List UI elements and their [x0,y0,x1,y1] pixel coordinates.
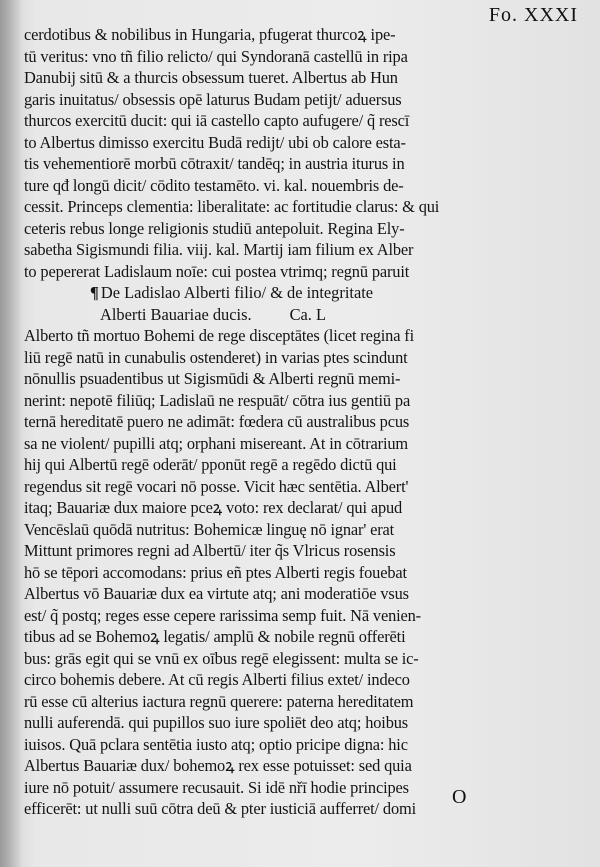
text-line: ceteris rebus longe religionis studiū antepoluit. Regina Ely- [24,218,405,238]
text-line: hij qui Albertū regē oderāt/ pponūt regē a regēdo dictū qui [24,455,397,474]
text-block [24,24,508,820]
text-line: cerdotibus & nobilibus in Hungaria, pfugerat thurcoꝝ ipe- [24,25,396,44]
text-line: Alberto tñ mortuo Bohemi de rege disceptātes (licet regina fi [24,326,415,345]
text-line: circo bohemis debere. At cū regis Alberti filius extet/ indeco [24,670,410,689]
text-line: cessit. Princeps clementia: liberalitate: ac fortitudie clarus: & qui [24,197,440,216]
text-line: sa ne violent/ pupilli atq; orphani misereant. At in cōtrarium [24,433,408,453]
text-line: tibus ad se Bohemoꝝ legatis/ amplū & nobile regnū offerēti [24,627,406,646]
text-line: nulli auferendā. qui pupillos suo iure spoliēt deo atq; hoibus [24,713,409,732]
text-line: iuisos. Quā pclara sentētia iusto atq; optio pricipe digna: hic [24,734,408,754]
text-line: ture qđ longū dicit/ cōdito testamēto. vi. kal. nouembris de- [24,175,404,195]
text-line: tū veritus: vno tñ filio relicto/ qui Syndoranā castellū in ripa [24,46,408,66]
text-line: sabetha Sigismundi filia. viij. kal. Martij iam filium ex Alber [24,240,414,259]
text-line: Danubij sitū & a thurcis obsessum tueret. Albertus ab Hun [24,68,398,87]
paragraph-top [24,24,508,282]
chapter-number: Ca. L [289,304,326,324]
paragraph-bottom [24,325,508,820]
text-line: regendus sit regē vocari nō posse. Vicit hæc sentētia. Albert' [24,476,409,496]
chapter-heading-line-1 [24,282,508,304]
text-line: ternā hereditatē puero ne adimāt: fœdera cū australibus pcus [24,412,410,431]
text-line: liū regē natū in cunabulis ostenderet) in varias ptes scindunt [24,347,408,367]
gutter-shadow [0,0,22,867]
text-line: est/ q̃ postq; reges esse cepere rarissima semp fuit. Nā venien- [24,605,421,625]
text-line: hō se tēpori accomodans: prius eñ ptes Alberti regis fouebat [24,562,407,582]
text-line: nōnullis psuadentibus ut Sigismūdi & Alberti regnū memi- [24,369,401,388]
catchword: O [452,786,467,808]
chapter-heading-line-2 [24,304,508,326]
text-line: iure nō potuit/ assumere recusauit. Si idē nřī hodie principes [24,777,409,797]
text-line: Albertus vō Bauariæ dux ea virtute atq; ani moderatiōe vsus [24,584,409,603]
text-line: nerint: nepotē filiūq; Ladislaū ne respuāt/ cōtra ius gentiū pa [24,390,411,410]
text-line: bus: grās egit qui se vnū ex oībus regē elegissent: multa se ic- [24,648,419,668]
text-line: rū esse cū alterius iactura regnū querere: paterna hereditatem [24,691,414,711]
pilcrow-icon: ¶ [90,283,99,302]
text-line: to pepererat Ladislaum noīe: cui postea vtrimq; regnū paruit [24,261,410,281]
text-line: garis inuitatus/ obsessis opē laturus Budam petijt/ aduersus [24,89,402,109]
chapter-heading-text: De Ladislao Alberti filio/ & de integritate [100,283,374,302]
text-line: thurcos exercitū ducit: qui iā castello capto aufugere/ q̃ rescī [24,111,410,130]
text-line: efficerēt: ut nulli suū cōtra deū & pter iusticiā aufferret/ domi [24,799,416,818]
text-line: Albertus Bauariæ dux/ bohemoꝝ rex esse potuisset: sed quia [24,756,412,775]
text-line: to Albertus dimisso exercitu Budā redijt/ ubi ob calore esta- [24,132,406,152]
chapter-heading-subtext: Alberti Bauariae ducis. [100,304,252,324]
text-line: itaq; Bauariæ dux maiore pceꝝ voto: rex declarat/ qui apud [24,498,403,517]
text-line: Mittunt primores regni ad Albertū/ iter q̃s Vlricus rosensis [24,541,396,560]
folio-number: Fo. XXXI [488,4,578,26]
text-line: Vencēslaū quōdā nutritus: Bohemicæ linguę nō ignar' erat [24,519,395,539]
text-line: tis vehementiorē morbū cōtraxit/ tandēq; in austria iturus in [24,154,405,173]
